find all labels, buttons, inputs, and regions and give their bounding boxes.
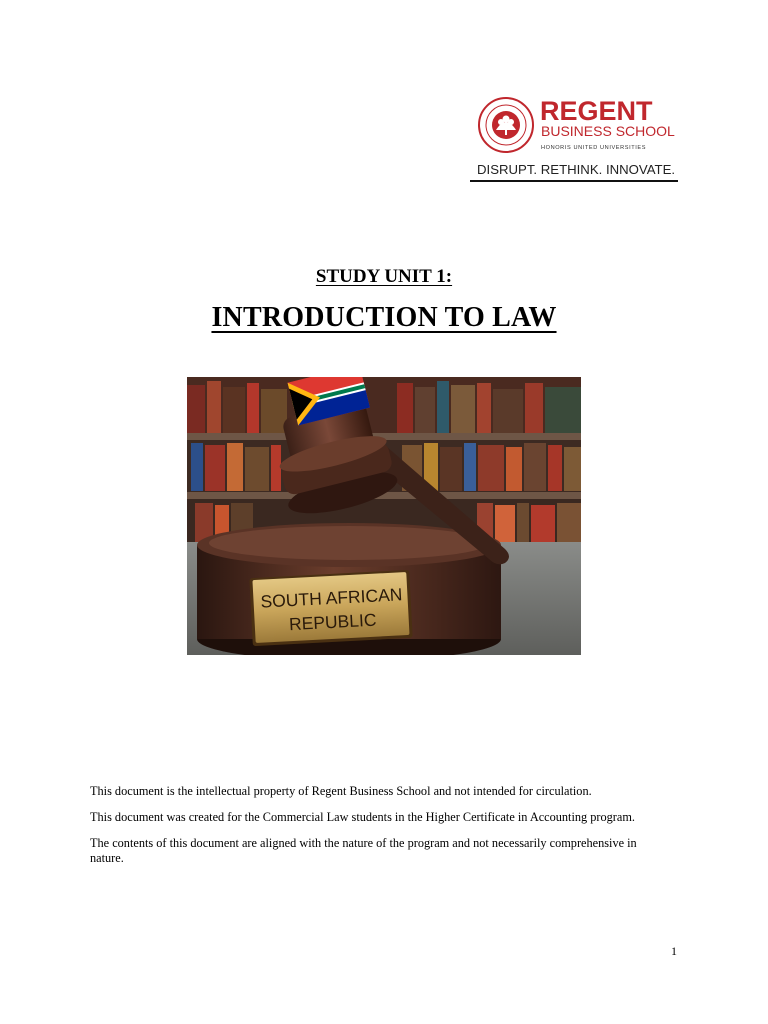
cover-photo [187, 377, 581, 655]
nameplate [249, 570, 412, 646]
nameplate-line-1: SOUTH AFRICAN [260, 584, 403, 612]
document-title: INTRODUCTION TO LAW [211, 302, 557, 333]
logo-underline [470, 180, 678, 182]
nameplate-line-2: REPUBLIC [288, 609, 377, 635]
logo-name: REGENT [540, 96, 653, 126]
note-intellectual-property: This document is the intellectual property of Regent Business School and not intended for circulation. [90, 784, 592, 798]
logo-tagline: DISRUPT. RETHINK. INNOVATE. [477, 162, 676, 177]
regent-business-school-logo [470, 92, 678, 182]
note-audience: This document was created for the Commercial Law students in the Higher Certificate in Accounting program. [90, 810, 635, 824]
page-number: 1 [671, 944, 677, 958]
logo-affiliation: HONORIS UNITED UNIVERSITIES [541, 145, 647, 151]
seal-icon [479, 98, 533, 152]
logo-subtitle: BUSINESS SCHOOL [541, 123, 675, 139]
document-notes [90, 784, 660, 877]
study-unit-label: STUDY UNIT 1: [315, 266, 453, 287]
note-scope: The contents of this document are aligned with the nature of the program and not necessarily comprehensive in nature. [90, 836, 637, 865]
